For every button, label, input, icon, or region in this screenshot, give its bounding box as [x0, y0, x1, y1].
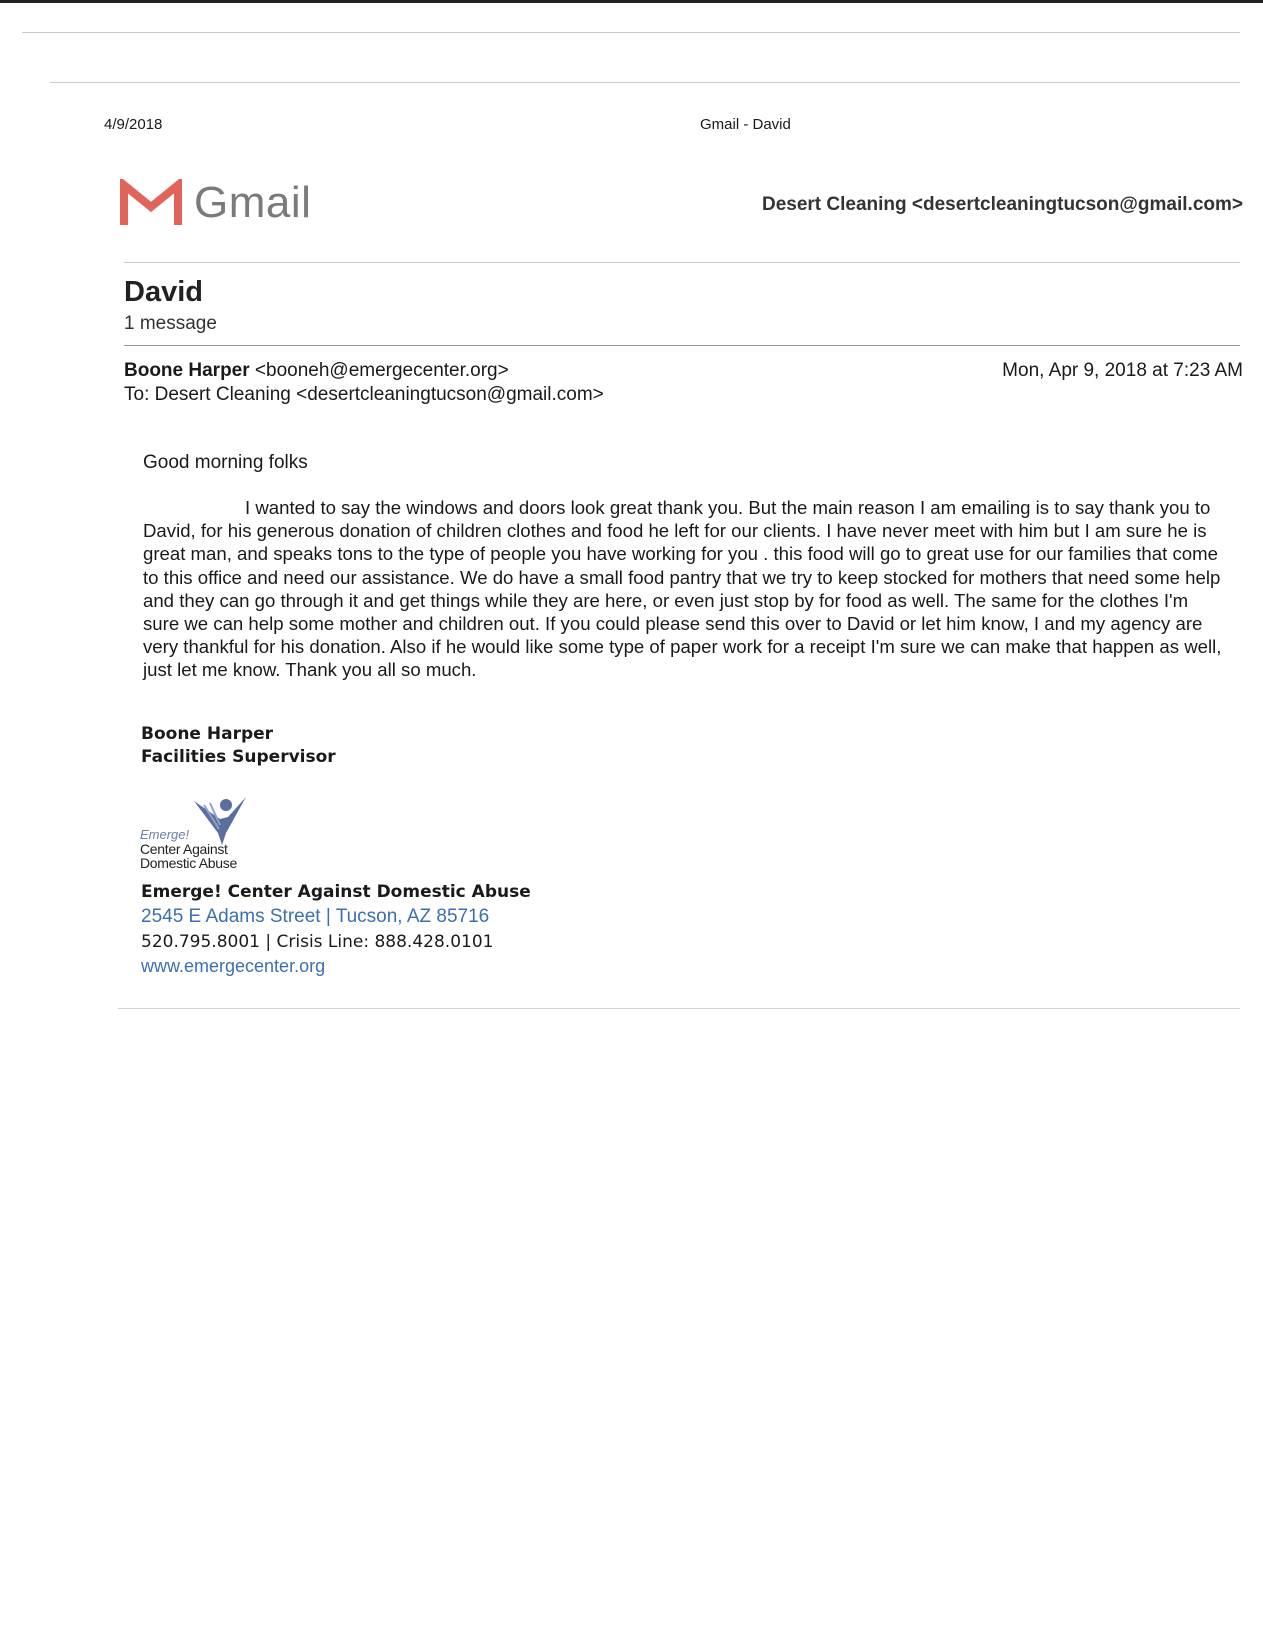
thread-subject: David: [124, 276, 203, 308]
scan-top-edge: [0, 0, 1263, 3]
emerge-logo-line1: Center Against: [140, 841, 228, 857]
recipient-line: To: Desert Cleaning <desertcleaningtucson@gmail.com>: [124, 384, 604, 405]
emerge-logo: [140, 795, 260, 885]
message-date: Mon, Apr 9, 2018 at 7:23 AM: [1002, 360, 1243, 381]
message-body: I wanted to say the windows and doors look great thank you. But the main reason I am emailing is to say thank you to David, for his generous donation of children clothes and food he left for our clients. I have never meet with him but I am sure he is great man, and speaks tons to the type of people you have working for you . this food will go to great use for our families that come to this office and need our assistance. We do have a small food pantry that we try to keep stocked for mothers that need some help and they can go through it and get things while they are here, or even just stop by for food as well. The same for the clothes I'm sure we can help some mother and children out. If you could please send this over to David or let him know, I and my agency are very thankful for his donation. Also if he would like some type of paper work for a receipt I'm sure we can make that happen as well, just let me know. Thank you all so much.: [143, 497, 1222, 681]
sender-name: Boone Harper: [124, 360, 250, 381]
top-rule: [22, 32, 1240, 33]
message-count: 1 message: [124, 313, 217, 334]
organization-phone: 520.795.8001 | Crisis Line: 888.428.0101: [141, 932, 494, 952]
header-rule: [50, 82, 1240, 83]
organization-address-link[interactable]: 2545 E Adams Street | Tucson, AZ 85716: [141, 906, 490, 927]
organization-website-link[interactable]: www.emergecenter.org: [141, 956, 326, 976]
emerge-logo-line2: Domestic Abuse: [140, 855, 237, 871]
organization-name: Emerge! Center Against Domestic Abuse: [141, 882, 531, 902]
person-arms-raised-icon: [188, 795, 250, 847]
print-title: Gmail - David: [700, 116, 791, 133]
emerge-logo-word: Emerge!: [140, 827, 190, 842]
greeting: Good morning folks: [143, 452, 308, 473]
signature-name: Boone Harper: [141, 724, 274, 744]
gmail-m-icon: [120, 179, 182, 227]
subject-rule: [124, 262, 1240, 263]
signature-title: Facilities Supervisor: [141, 747, 336, 767]
message-rule: [124, 345, 1240, 346]
sender-email: <booneh@emergecenter.org>: [254, 360, 509, 381]
gmail-logo: [120, 178, 311, 228]
account-email: Desert Cleaning <desertcleaningtucson@gmail.com>: [761, 194, 1243, 215]
footer-rule: [118, 1008, 1240, 1009]
from-line: [124, 360, 509, 382]
print-date: 4/9/2018: [104, 116, 163, 133]
gmail-logo-text: Gmail: [194, 178, 312, 227]
